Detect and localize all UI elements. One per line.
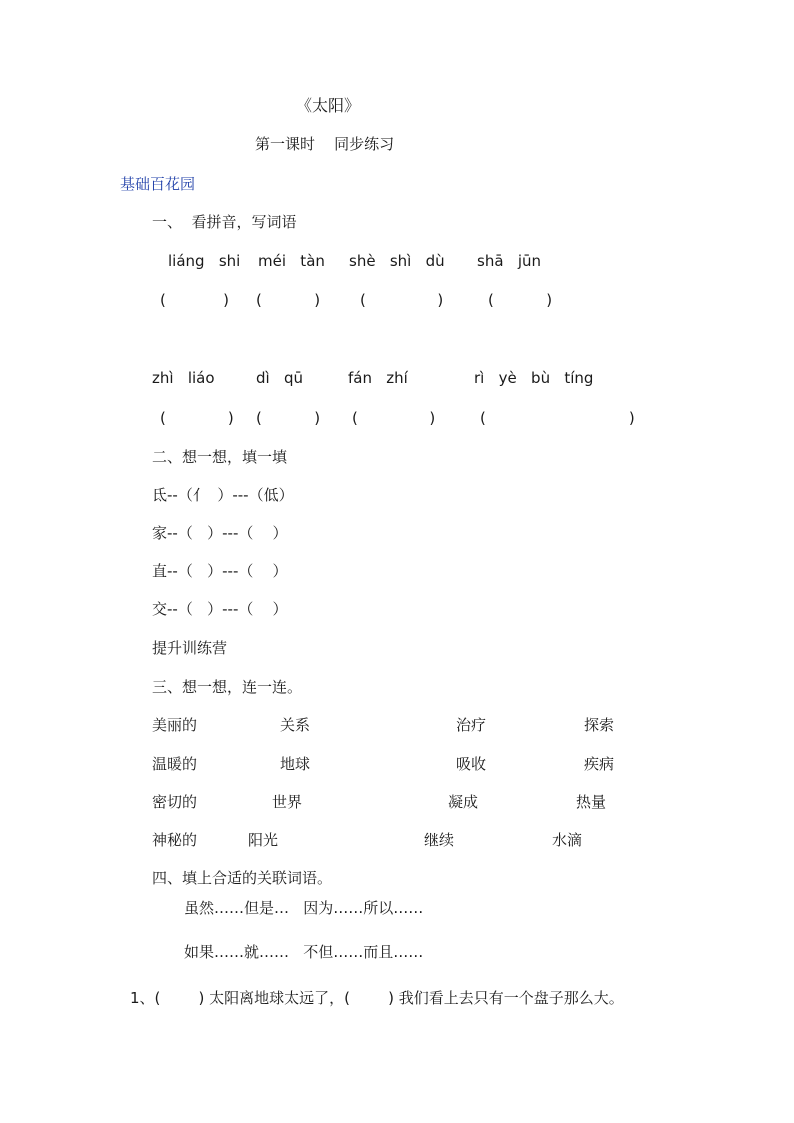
answer-box[interactable]: ( ) [160,291,229,309]
pinyin-riyebuting: rì yè bù tíng [474,369,594,387]
match-word[interactable]: 继续 [424,831,455,849]
match-word[interactable]: 治疗 [456,716,487,734]
radical-item[interactable]: 直--（ ）---（ ） [152,562,288,580]
answer-box[interactable]: ( ) [360,291,444,309]
radical-item[interactable]: 家--（ ）---（ ） [152,524,288,542]
pinyin-liangshi: liáng shi [168,252,241,270]
match-word[interactable]: 凝成 [448,793,479,811]
match-word[interactable]: 世界 [272,793,303,811]
conjunction-options: 如果……就…… 不但……而且…… [184,943,424,961]
answer-box[interactable]: ( ) [480,409,635,427]
lesson-subtitle: 第一课时 同步练习 [255,135,395,153]
match-word[interactable]: 神秘的 [152,831,198,849]
q1-heading: 一、 看拼音，写词语 [152,213,297,231]
pinyin-fanzhi: fán zhí [348,369,408,387]
match-word[interactable]: 关系 [280,716,311,734]
pinyin-sheshidu: shè shì dù [349,252,445,270]
page-title: 《太阳》 [296,96,361,115]
match-word[interactable]: 温暖的 [152,755,198,773]
match-word[interactable]: 热量 [576,793,607,811]
answer-box[interactable]: ( ) [256,291,321,309]
fill-sentence[interactable]: 1、( ) 太阳离地球太远了，( ) 我们看上去只有一个盘子那么大。 [130,989,624,1007]
match-word[interactable]: 水滴 [552,831,583,849]
radical-item[interactable]: 交--（ ）---（ ） [152,600,288,618]
pinyin-diqu: dì qū [256,369,304,387]
radical-item[interactable]: 氐--（亻 ）---（低） [152,486,294,504]
q4-heading: 四、填上合适的关联词语。 [152,869,333,887]
answer-box[interactable]: ( ) [352,409,436,427]
conjunction-options: 虽然……但是… 因为……所以…… [184,899,424,917]
match-word[interactable]: 密切的 [152,793,198,811]
pinyin-shajun: shā jūn [477,252,541,270]
match-word[interactable]: 吸收 [456,755,487,773]
q3-heading: 三、想一想，连一连。 [152,678,303,696]
match-word[interactable]: 地球 [280,755,311,773]
section-advanced: 提升训练营 [152,639,228,657]
section-basic: 基础百花园 [120,175,196,193]
pinyin-zhiliao: zhì liáo [152,369,215,387]
match-word[interactable]: 探索 [584,716,615,734]
answer-box[interactable]: ( ) [160,409,234,427]
answer-box[interactable]: ( ) [256,409,321,427]
q2-heading: 二、想一想，填一填 [152,448,288,466]
pinyin-meitan: méi tàn [258,252,325,270]
match-word[interactable]: 疾病 [584,755,615,773]
match-word[interactable]: 阳光 [248,831,279,849]
answer-box[interactable]: ( ) [488,291,553,309]
match-word[interactable]: 美丽的 [152,716,198,734]
